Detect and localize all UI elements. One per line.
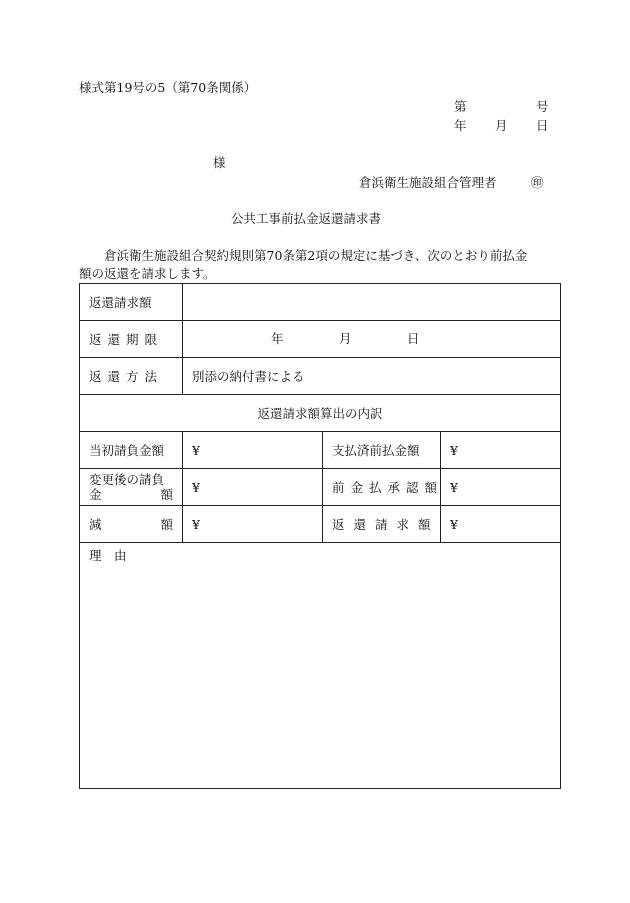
reason-field[interactable] <box>80 543 561 789</box>
body-text-line-1: 倉浜衛生施設組合契約規則第70条第2項の規定に基づき、次のとおり前払金 <box>104 248 528 263</box>
method-value: 別添の納付書による <box>183 358 561 395</box>
approved-value[interactable] <box>441 469 561 506</box>
initial-contract-row <box>80 432 561 469</box>
yen-sign: ¥ <box>450 479 458 495</box>
reason-label: 理 由 <box>89 548 127 563</box>
deadline-label: 返還期限 <box>80 321 183 358</box>
deadline-value[interactable] <box>183 321 561 358</box>
doc-no-suffix: 号 <box>536 99 549 114</box>
document-title: 公共工事前払金返還請求書 <box>231 211 382 226</box>
deadline-row <box>80 321 561 358</box>
body-text-line-2: 額の返還を請求します。 <box>79 266 216 281</box>
seal-mark: ㊞ <box>531 175 544 190</box>
initial-contract-value[interactable] <box>183 432 323 469</box>
prepaid-label: 支払済前払金額 <box>323 432 441 469</box>
yen-sign: ¥ <box>450 442 458 458</box>
changed-contract-row <box>80 469 561 506</box>
issuer-name: 倉浜衛生施設組合管理者 <box>359 175 497 190</box>
decrease-value[interactable] <box>183 506 323 543</box>
date-year: 年 <box>454 118 467 133</box>
decrease-label-char-a: 減 <box>89 517 102 532</box>
refund-request-value[interactable] <box>441 506 561 543</box>
prepaid-value[interactable] <box>441 432 561 469</box>
decrease-label-char-b: 額 <box>160 517 173 532</box>
date-day: 日 <box>536 118 549 133</box>
date-month: 月 <box>495 118 508 133</box>
method-row <box>80 358 561 395</box>
yen-sign: ¥ <box>450 516 458 532</box>
breakdown-title-row <box>80 395 561 432</box>
changed-contract-label-char-a: 金 <box>89 487 102 502</box>
doc-no-prefix: 第 <box>454 99 467 114</box>
changed-contract-label <box>80 469 183 506</box>
initial-contract-label: 当初請負金額 <box>80 432 183 469</box>
yen-sign: ¥ <box>192 479 200 495</box>
breakdown-title: 返還請求額算出の内訳 <box>80 395 561 432</box>
method-label: 返還方法 <box>80 358 183 395</box>
deadline-day: 日 <box>407 331 420 346</box>
refund-amount-value[interactable] <box>183 284 561 321</box>
changed-contract-label-char-b: 額 <box>160 487 173 502</box>
changed-contract-value[interactable] <box>183 469 323 506</box>
request-table <box>79 283 561 789</box>
form-number: 様式第19号の5（第70条関係） <box>79 80 257 95</box>
changed-contract-label-line-2 <box>89 487 173 502</box>
changed-contract-label-line-1: 変更後の請負 <box>89 472 165 487</box>
decrease-row <box>80 506 561 543</box>
yen-sign: ¥ <box>192 442 200 458</box>
refund-request-label: 返還請求額 <box>323 506 441 543</box>
decrease-label <box>80 506 183 543</box>
deadline-month: 月 <box>339 331 352 346</box>
deadline-year: 年 <box>271 331 284 346</box>
addressee-suffix: 様 <box>213 155 226 170</box>
refund-amount-label: 返還請求額 <box>80 284 183 321</box>
approved-label: 前金払承認額 <box>323 469 441 506</box>
reason-row <box>80 543 561 789</box>
yen-sign: ¥ <box>192 516 200 532</box>
refund-amount-row <box>80 284 561 321</box>
